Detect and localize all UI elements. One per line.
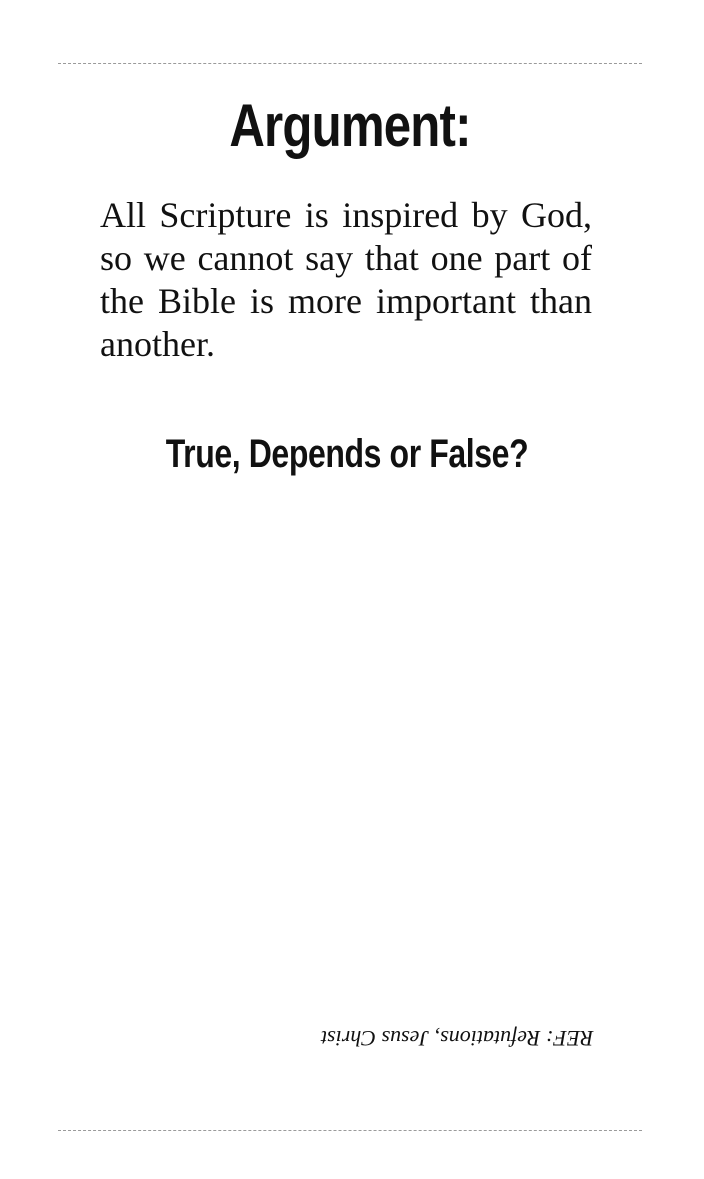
- reference-note: REF: Refutations, Jesus Christ: [321, 1026, 594, 1051]
- argument-card: [58, 64, 642, 1130]
- bottom-cut-line: [58, 1130, 642, 1131]
- answer-prompt: True, Depends or False?: [165, 432, 529, 476]
- argument-statement: All Scripture is inspired by God, so we cannot say that one part of the Bible is more important than another.: [100, 195, 592, 364]
- card-heading: Argument:: [229, 92, 471, 159]
